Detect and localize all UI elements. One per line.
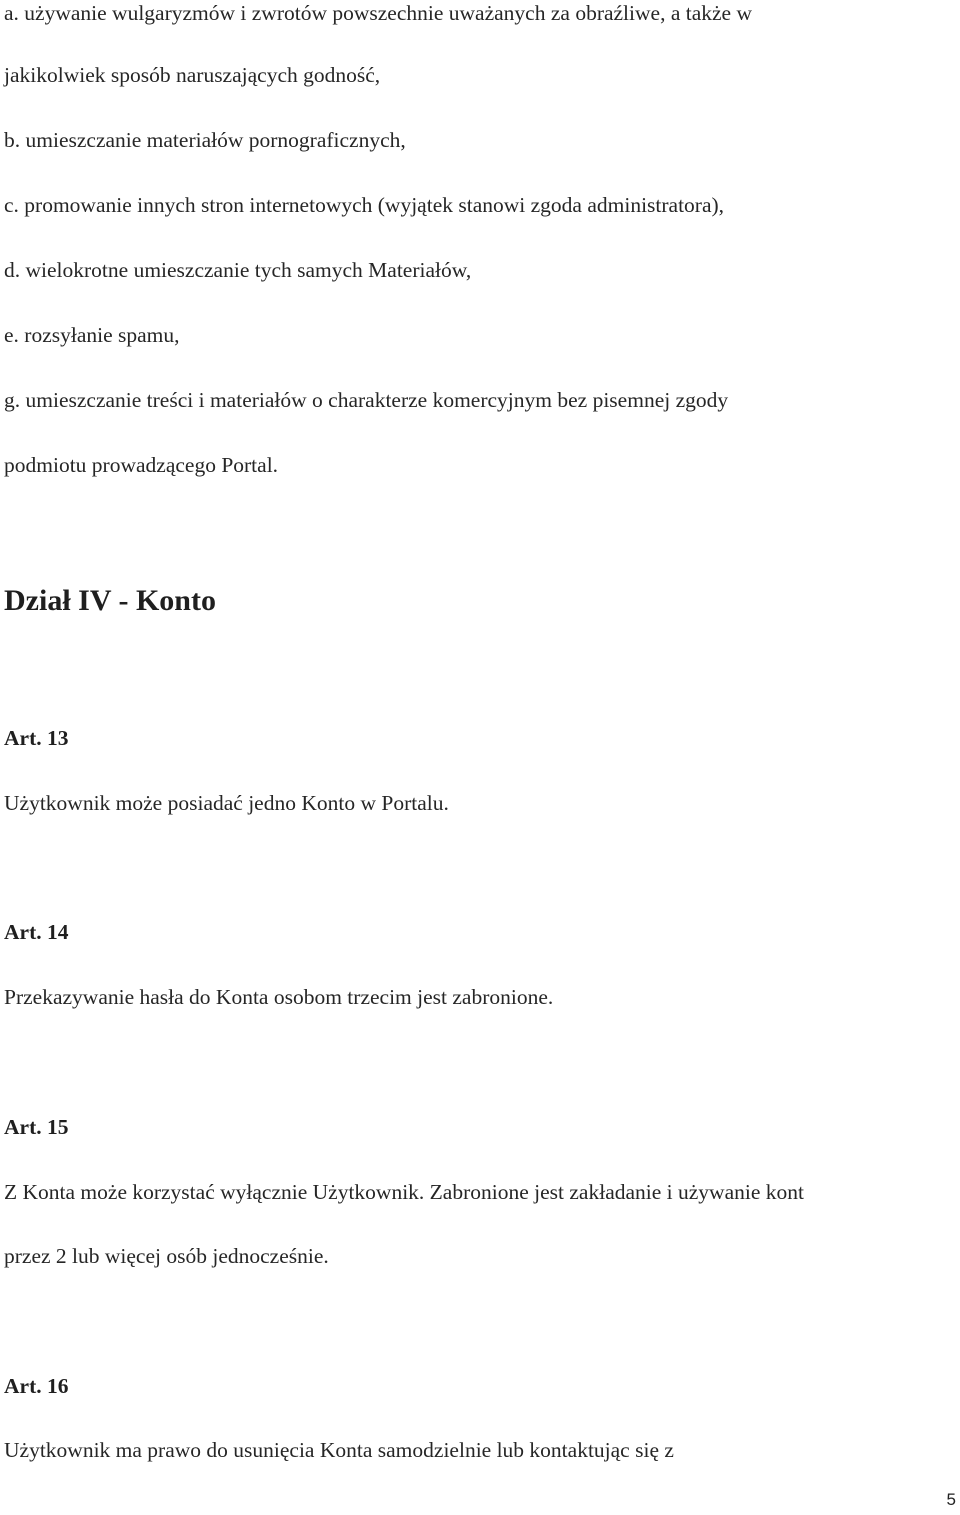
article-13-text: Użytkownik może posiadać jedno Konto w Portalu. [4, 791, 449, 815]
article-13-label: Art. 13 [4, 726, 69, 750]
list-item-g-line-1: g. umieszczanie treści i materiałów o charakterze komercyjnym bez pisemnej zgody [4, 388, 729, 412]
list-item-g-line-2: podmiotu prowadzącego Portal. [4, 453, 279, 477]
list-item-b: b. umieszczanie materiałów pornograficznych, [4, 128, 406, 152]
list-item-d: d. wielokrotne umieszczanie tych samych Materiałów, [4, 258, 472, 282]
list-item-a-line-1: a. używanie wulgaryzmów i zwrotów powszechnie uważanych za obraźliwe, a także w [4, 1, 752, 25]
article-15-text-line-2: przez 2 lub więcej osób jednocześnie. [4, 1244, 329, 1268]
article-14-text: Przekazywanie hasła do Konta osobom trzecim jest zabronione. [4, 985, 554, 1009]
article-14-label: Art. 14 [4, 920, 69, 944]
section-heading: Dział IV - Konto [4, 584, 216, 617]
list-item-c: c. promowanie innych stron internetowych (wyjątek stanowi zgoda administratora), [4, 193, 725, 217]
page-number: 5 [946, 1490, 956, 1509]
article-15-text-line-1: Z Konta może korzystać wyłącznie Użytkownik. Zabronione jest zakładanie i używanie kont [4, 1180, 804, 1204]
article-15-label: Art. 15 [4, 1115, 69, 1139]
article-16-label: Art. 16 [4, 1374, 69, 1398]
list-item-a-line-2: jakikolwiek sposób naruszających godność, [4, 63, 381, 87]
list-item-e: e. rozsyłanie spamu, [4, 323, 180, 347]
article-16-text: Użytkownik ma prawo do usunięcia Konta samodzielnie lub kontaktując się z [4, 1438, 674, 1462]
